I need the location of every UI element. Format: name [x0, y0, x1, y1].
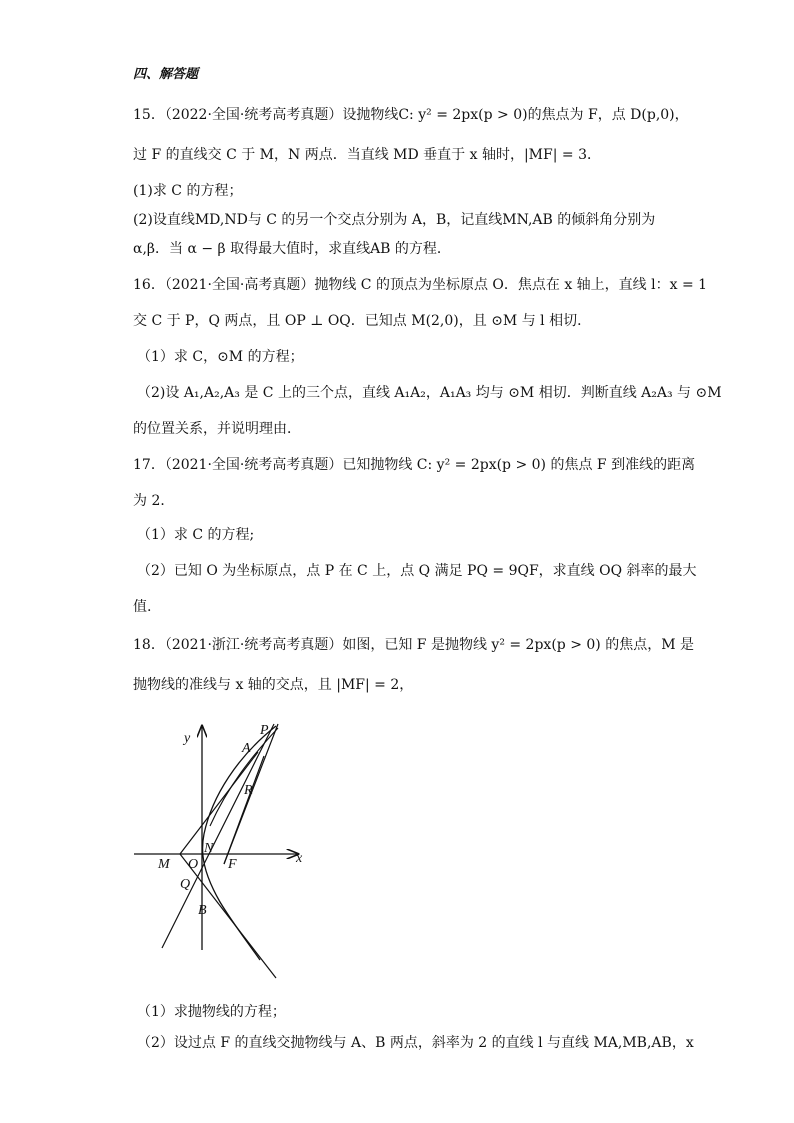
problem-17-part-1: （1）求 C 的方程; — [137, 527, 255, 543]
label-x: x — [296, 851, 303, 866]
problem-18-part-1: （1）求抛物线的方程； — [137, 1004, 286, 1020]
section-title: 四、解答题 — [133, 67, 199, 82]
parabola-figure — [128, 716, 318, 988]
label-r: R — [244, 783, 253, 798]
problem-15-part-1: (1)求 C 的方程； — [133, 183, 243, 199]
label-m: M — [158, 857, 170, 872]
label-n: N — [204, 841, 214, 856]
line-af-b — [162, 724, 274, 948]
problem-17-part-2-cont: 值. — [133, 599, 152, 615]
problem-18-line-2: 抛物线的准线与 x 轴的交点，且 |MF| = 2， — [133, 677, 414, 693]
problem-16-line-1: 16．（2021·全国·高考真题）抛物线 C 的顶点为坐标原点 O．焦点在 x 轴上，直线 l：x = 1 — [133, 277, 708, 293]
parabola-curve — [203, 726, 276, 960]
problem-17-part-2: （2）已知 O 为坐标原点，点 P 在 C 上，点 Q 满足 PQ = 9QF，求直线 OQ 斜率的最大 — [137, 563, 697, 579]
problem-17-line-1: 17．（2021·全国·统考高考真题）已知抛物线 C: y² = 2px(p > 0) 的焦点 F 到准线的距离 — [133, 457, 696, 473]
problem-15-line-1: 15．（2022·全国·统考高考真题）设抛物线C: y² = 2px(p > 0)的焦点为 F，点 D(p,0)， — [133, 107, 689, 123]
label-y: y — [184, 731, 191, 746]
problem-15-part-2: (2)设直线MD,ND与 C 的另一个交点分别为 A，B，记直线MN,AB 的倾斜角分别为 — [133, 212, 656, 228]
problem-15-line-2: 过 F 的直线交 C 于 M，N 两点．当直线 MD 垂直于 x 轴时，|MF| = 3． — [133, 147, 601, 163]
problem-16-part-2: （2)设 A₁,A₂,A₃ 是 C 上的三个点，直线 A₁A₂，A₁A₃ 均与 ⊙M 相切．判断直线 A₂A₃ 与 ⊙M — [137, 385, 722, 401]
problem-18-line-1: 18．（2021·浙江·统考高考真题）如图，已知 F 是抛物线 y² = 2px(p > 0) 的焦点，M 是 — [133, 637, 694, 653]
problem-17-line-2: 为 2． — [133, 493, 175, 509]
problem-16-line-2: 交 C 于 P，Q 两点，且 OP ⊥ OQ．已知点 M(2,0)，且 ⊙M 与 l 相切． — [133, 313, 592, 329]
label-q: Q — [180, 877, 191, 892]
label-o: O — [188, 857, 199, 872]
label-a: A — [242, 741, 251, 756]
label-f: F — [228, 857, 237, 872]
problem-15-part-2-cont: α,β．当 α − β 取得最大值时，求直线AB 的方程． — [133, 241, 451, 257]
problem-16-part-2-cont: 的位置关系，并说明理由． — [133, 421, 301, 437]
label-p: P — [260, 723, 269, 738]
label-b: B — [198, 903, 207, 918]
line-mb — [180, 854, 276, 978]
problem-18-part-2: （2）设过点 F 的直线交抛物线与 A、B 两点，斜率为 2 的直线 l 与直线 MA,MB,AB，x — [137, 1035, 694, 1051]
problem-16-part-1: （1）求 C，⊙M 的方程； — [137, 349, 304, 365]
parabola-diagram-svg — [128, 716, 318, 988]
line-fa — [224, 756, 264, 864]
